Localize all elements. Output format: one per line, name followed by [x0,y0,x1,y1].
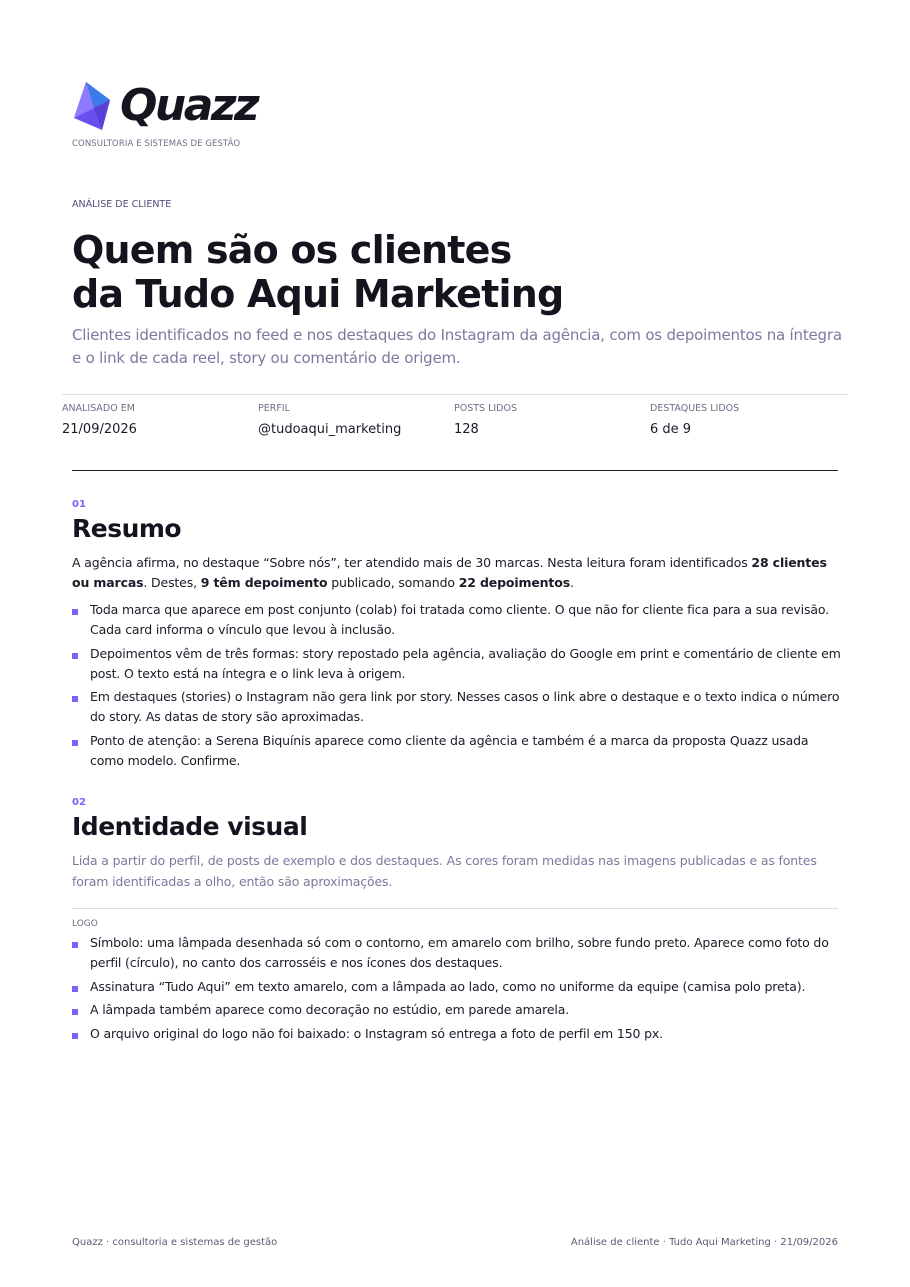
list-item-text: Assinatura “Tudo Aqui” em texto amarelo, com a lâmpada ao lado, como no uniforme da equipe (camisa polo preta). [90,978,806,994]
bullet-square-icon [72,653,78,659]
identity-bullet-list [72,933,842,1047]
section-title-identity: Identidade visual [72,812,308,841]
list-item [72,687,842,727]
meta-profile [258,403,438,437]
bullet-square-icon [72,740,78,746]
summary-bullet-list [72,600,842,774]
list-item [72,644,842,684]
list-item-text: A lâmpada também aparece como decoração no estúdio, em parede amarela. [90,1002,570,1017]
list-item [72,731,842,771]
list-item [72,977,842,997]
meta-label: DESTAQUES LIDOS [650,403,740,414]
meta-posts-read [454,403,634,437]
bullet-square-icon [72,986,78,992]
summary-text: A agência afirma, no destaque “Sobre nós”, ter atendido mais de 30 marcas. Nesta leitura foram identificados [72,555,752,570]
summary-text: . Destes, [143,575,201,590]
summary-text: publicado, somando [327,575,459,590]
document-kicker: ANÁLISE DE CLIENTE [72,199,172,210]
bullet-square-icon [72,609,78,615]
summary-text: . [570,575,574,590]
summary-paragraph [72,553,838,593]
section-number: 02 [72,797,86,808]
bullet-square-icon [72,1033,78,1039]
meta-value: 21/09/2026 [62,422,137,437]
title-line-1: Quem são os clientes [72,228,512,272]
meta-label: POSTS LIDOS [454,403,518,414]
footer-right: Análise de cliente · Tudo Aqui Marketing · 21/09/2026 [570,1237,838,1248]
summary-testimonials-count: 22 depoimentos [458,575,570,590]
gem-icon [72,80,112,132]
summary-testimonial-clients: 9 têm depoimento [200,575,328,590]
list-item-text: Símbolo: uma lâmpada desenhada só com o contorno, em amarelo com brilho, sobre fundo preto. Aparece como foto do perfil (círculo), no canto dos carrosséis e nos ícones dos destaques. [90,935,829,970]
identity-intro: Lida a partir do perfil, de posts de exemplo e dos destaques. As cores foram medidas nas imagens publicadas e as fontes foram identificadas a olho, então são aproximações. [72,853,817,889]
list-item [72,1000,842,1020]
title-line-2: da Tudo Aqui Marketing [72,272,564,316]
meta-value: 128 [454,422,479,437]
meta-label: ANALISADO EM [62,403,135,414]
bullet-square-icon [72,1009,78,1015]
meta-highlights-read [650,403,830,437]
section-number: 01 [72,499,86,510]
meta-value: @tudoaqui_marketing [258,422,402,437]
logo-subsection-label: LOGO [72,919,98,929]
bullet-square-icon [72,942,78,948]
meta-analyzed-date [62,403,242,437]
meta-divider [62,394,848,395]
brand-logo [72,80,257,132]
list-item-text: Toda marca que aparece em post conjunto (colab) foi tratada como cliente. O que não for cliente fica para a sua revisão. Cada card informa o vínculo que levou à inclusão. [90,602,829,637]
header-divider [72,470,838,471]
meta-value: 6 de 9 [650,422,692,437]
summary-clients-count: 28 clientes ou marcas [72,555,827,590]
list-item-text: Depoimentos vêm de três formas: story repostado pela agência, avaliação do Google em print e comentário de cliente em post. O texto está na íntegra e o link leva à origem. [90,645,841,681]
list-item-text: Em destaques (stories) o Instagram não gera link por story. Nesses casos o link abre o destaque e o texto indica o número do story. As datas de story são aproximadas. [90,689,840,724]
footer-left: Quazz · consultoria e sistemas de gestão [72,1237,278,1248]
list-item [72,600,842,640]
brand-tagline: CONSULTORIA E SISTEMAS DE GESTÃO [72,139,241,149]
section-title-summary: Resumo [72,514,182,543]
logo-divider [72,908,838,909]
page-title [72,228,852,316]
page-subtitle: Clientes identificados no feed e nos destaques do Instagram da agência, com os depoimentos na íntegra e o link de cada reel, story ou comentário de origem. [72,326,842,367]
list-item [72,933,842,973]
bullet-square-icon [72,696,78,702]
list-item [72,1024,842,1044]
list-item-text: O arquivo original do logo não foi baixado: o Instagram só entrega a foto de perfil em 150 px. [90,1025,663,1041]
meta-label: PERFIL [258,403,290,414]
list-item-text: Ponto de atenção: a Serena Biquínis aparece como cliente da agência e também é a marca da proposta Quazz usada como modelo. Confirme. [90,732,809,768]
brand-name: Quazz [120,80,258,131]
